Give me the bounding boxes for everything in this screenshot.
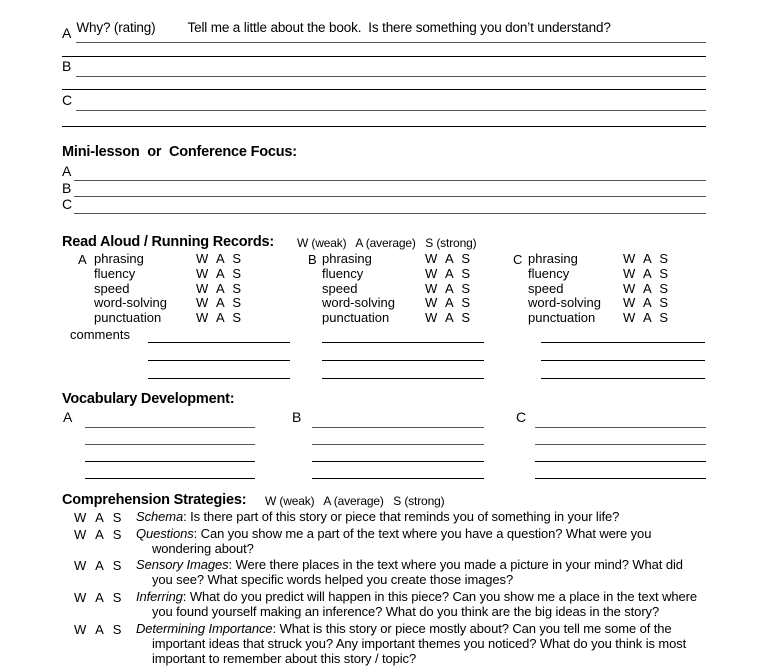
comprehension-strategy-sensory-images bbox=[136, 558, 736, 573]
vocabulary-b-line-2[interactable] bbox=[312, 444, 484, 445]
section-title-mini-lesson: Mini-lesson or Conference Focus: bbox=[62, 144, 297, 160]
top-answer-label-a: A bbox=[62, 25, 72, 41]
comprehension-strategy-inferring bbox=[136, 590, 746, 605]
read-aloud-c-rating-fluency[interactable]: W A S bbox=[623, 266, 669, 281]
vocabulary-a-line-2[interactable] bbox=[85, 444, 255, 445]
strategy-name-sensory-images: Sensory Images bbox=[136, 557, 229, 572]
strategy-sep-sensory-images: : bbox=[228, 557, 236, 572]
section-title-comprehension bbox=[62, 492, 246, 508]
strategy-text-sensory-images-l2: you see? What specific words helped you create those images? bbox=[152, 572, 514, 587]
read-aloud-c-rating-phrasing[interactable]: W A S bbox=[623, 251, 669, 266]
comprehension-scale-legend: W (weak) A (average) S (strong) bbox=[265, 494, 445, 508]
read-aloud-a-item-punctuation: punctuation bbox=[94, 310, 162, 325]
vocabulary-label-a: A bbox=[63, 409, 73, 425]
mini-lesson-label-a: A bbox=[62, 163, 72, 179]
prompt-why-rating: Why? (rating) bbox=[76, 20, 156, 35]
read-aloud-a-rating-punctuation[interactable]: W A S bbox=[196, 310, 242, 325]
read-aloud-scale-legend: W (weak) A (average) S (strong) bbox=[297, 236, 477, 250]
mini-lesson-line-b[interactable] bbox=[74, 196, 706, 197]
read-aloud-a-rating-speed[interactable]: W A S bbox=[196, 281, 242, 296]
comprehension-rating-questions[interactable]: W A S bbox=[74, 527, 123, 542]
comments-a-line-1[interactable] bbox=[148, 342, 290, 343]
read-aloud-b-rating-punctuation[interactable]: W A S bbox=[425, 310, 471, 325]
read-aloud-b-item-punctuation: punctuation bbox=[322, 310, 390, 325]
top-answer-line-c1[interactable] bbox=[76, 110, 706, 111]
strategy-sep-questions: : bbox=[193, 526, 201, 541]
strategy-text-questions-l1: Can you show me a part of the text where you have a question? What were you bbox=[200, 526, 652, 541]
strategy-name-questions: Questions bbox=[136, 526, 194, 541]
read-aloud-a-item-fluency: fluency bbox=[94, 266, 136, 281]
mini-lesson-line-c[interactable] bbox=[74, 213, 706, 214]
strategy-text-inferring-l1: What do you predict will happen in this piece? Can you show me a place in the text where bbox=[189, 589, 697, 604]
strategy-text-inferring-l2: you found yourself making an inference? What do you think are the big ideas in the story? bbox=[152, 604, 660, 619]
read-aloud-b-item-word-solving: word-solving bbox=[322, 295, 395, 310]
prompt-tell-me-about-book: Tell me a little about the book. bbox=[187, 20, 362, 35]
strategy-text-sensory-images-l1: Were there places in the text where you made a picture in your mind? What did bbox=[235, 557, 683, 572]
vocabulary-label-c: C bbox=[516, 409, 527, 425]
vocabulary-b-line-1[interactable] bbox=[312, 427, 484, 428]
mini-lesson-label-c: C bbox=[62, 196, 73, 212]
read-aloud-c-rating-speed[interactable]: W A S bbox=[623, 281, 669, 296]
vocabulary-b-line-4[interactable] bbox=[312, 478, 484, 479]
read-aloud-a-item-phrasing: phrasing bbox=[94, 251, 144, 266]
read-aloud-b-rating-fluency[interactable]: W A S bbox=[425, 266, 471, 281]
top-answer-line-b1[interactable] bbox=[76, 76, 706, 77]
read-aloud-c-rating-word-solving[interactable]: W A S bbox=[623, 295, 669, 310]
read-aloud-b-item-speed: speed bbox=[322, 281, 358, 296]
strategy-text-schema-l1: Is there part of this story or piece that reminds you of something in your life? bbox=[190, 509, 620, 524]
comments-b-line-1[interactable] bbox=[322, 342, 484, 343]
strategy-name-inferring: Inferring bbox=[136, 589, 183, 604]
strategy-sep-inferring: : bbox=[182, 589, 190, 604]
comprehension-strategy-determining-importance bbox=[136, 622, 746, 637]
read-aloud-a-item-speed: speed bbox=[94, 281, 130, 296]
read-aloud-column-c-letter: C bbox=[513, 252, 523, 267]
vocabulary-b-line-3[interactable] bbox=[312, 461, 484, 462]
strategy-text-determining-importance-l3: important to remember about this story / topic? bbox=[152, 651, 417, 666]
read-aloud-c-item-fluency: fluency bbox=[528, 266, 570, 281]
comprehension-rating-sensory-images[interactable]: W A S bbox=[74, 558, 123, 573]
read-aloud-a-rating-phrasing[interactable]: W A S bbox=[196, 251, 242, 266]
top-answer-label-c: C bbox=[62, 92, 73, 108]
top-answer-line-a1[interactable] bbox=[76, 42, 706, 43]
strategy-name-determining-importance: Determining Importance bbox=[136, 621, 273, 636]
read-aloud-title-colon: : bbox=[269, 234, 274, 250]
read-aloud-b-rating-word-solving[interactable]: W A S bbox=[425, 295, 471, 310]
prompt-header-row bbox=[62, 5, 611, 50]
vocabulary-c-line-4[interactable] bbox=[535, 478, 706, 479]
comments-a-line-3[interactable] bbox=[148, 378, 290, 379]
strategy-name-schema: Schema bbox=[136, 509, 184, 524]
comprehension-rating-inferring[interactable]: W A S bbox=[74, 590, 123, 605]
read-aloud-a-rating-fluency[interactable]: W A S bbox=[196, 266, 242, 281]
comments-c-line-3[interactable] bbox=[541, 378, 705, 379]
vocabulary-label-b: B bbox=[292, 409, 302, 425]
comprehension-rating-schema[interactable]: W A S bbox=[74, 510, 123, 525]
vocabulary-a-line-3[interactable] bbox=[85, 461, 255, 462]
comprehension-title-colon: : bbox=[241, 492, 247, 508]
vocabulary-c-line-1[interactable] bbox=[535, 427, 706, 428]
read-aloud-c-item-word-solving: word-solving bbox=[528, 295, 601, 310]
read-aloud-b-rating-phrasing[interactable]: W A S bbox=[425, 251, 471, 266]
read-aloud-a-rating-word-solving[interactable]: W A S bbox=[196, 295, 242, 310]
comments-b-line-2[interactable] bbox=[322, 360, 484, 361]
vocabulary-a-line-4[interactable] bbox=[85, 478, 255, 479]
comments-a-line-2[interactable] bbox=[148, 360, 290, 361]
comments-b-line-3[interactable] bbox=[322, 378, 484, 379]
read-aloud-c-item-phrasing: phrasing bbox=[528, 251, 578, 266]
top-answer-line-b2[interactable] bbox=[62, 89, 706, 90]
top-answer-line-a2[interactable] bbox=[62, 56, 706, 57]
section-title-vocabulary: Vocabulary Development: bbox=[62, 391, 235, 407]
top-answer-line-c2[interactable] bbox=[62, 126, 706, 127]
read-aloud-title-text: Read Aloud / Running Records bbox=[62, 234, 270, 250]
strategy-text-determining-importance-l2: important ideas that struck you? Any important themes you noticed? What do you think is most bbox=[152, 636, 687, 651]
comprehension-strategy-questions bbox=[136, 527, 736, 542]
comments-c-line-1[interactable] bbox=[541, 342, 705, 343]
strategy-sep-schema: : bbox=[183, 509, 191, 524]
comprehension-title-text: Comprehension Strategies bbox=[62, 492, 242, 508]
read-aloud-b-rating-speed[interactable]: W A S bbox=[425, 281, 471, 296]
strategy-text-questions-l2: wondering about? bbox=[152, 541, 254, 556]
strategy-sep-determining-importance: : bbox=[272, 621, 280, 636]
read-aloud-c-item-punctuation: punctuation bbox=[528, 310, 596, 325]
vocabulary-c-line-2[interactable] bbox=[535, 444, 706, 445]
read-aloud-column-a-letter: A bbox=[78, 252, 87, 267]
read-aloud-comments-label: comments bbox=[70, 327, 130, 342]
read-aloud-c-rating-punctuation[interactable]: W A S bbox=[623, 310, 669, 325]
comments-c-line-2[interactable] bbox=[541, 360, 705, 361]
strategy-text-determining-importance-l1: What is this story or piece mostly about? Can you tell me some of the bbox=[279, 621, 672, 636]
comprehension-strategy-schema bbox=[136, 510, 736, 525]
read-aloud-a-item-word-solving: word-solving bbox=[94, 295, 167, 310]
read-aloud-b-item-fluency: fluency bbox=[322, 266, 364, 281]
read-aloud-column-b-letter: B bbox=[308, 252, 317, 267]
vocabulary-c-line-3[interactable] bbox=[535, 461, 706, 462]
vocabulary-a-line-1[interactable] bbox=[85, 427, 255, 428]
section-title-read-aloud bbox=[62, 234, 274, 250]
comprehension-rating-determining-importance[interactable]: W A S bbox=[74, 622, 123, 637]
prompt-something-you-dont-understand: Is there something you don’t understand? bbox=[368, 20, 611, 35]
mini-lesson-line-a[interactable] bbox=[74, 180, 706, 181]
mini-lesson-label-b: B bbox=[62, 180, 72, 196]
read-aloud-b-item-phrasing: phrasing bbox=[322, 251, 372, 266]
top-answer-label-b: B bbox=[62, 58, 72, 74]
read-aloud-c-item-speed: speed bbox=[528, 281, 564, 296]
